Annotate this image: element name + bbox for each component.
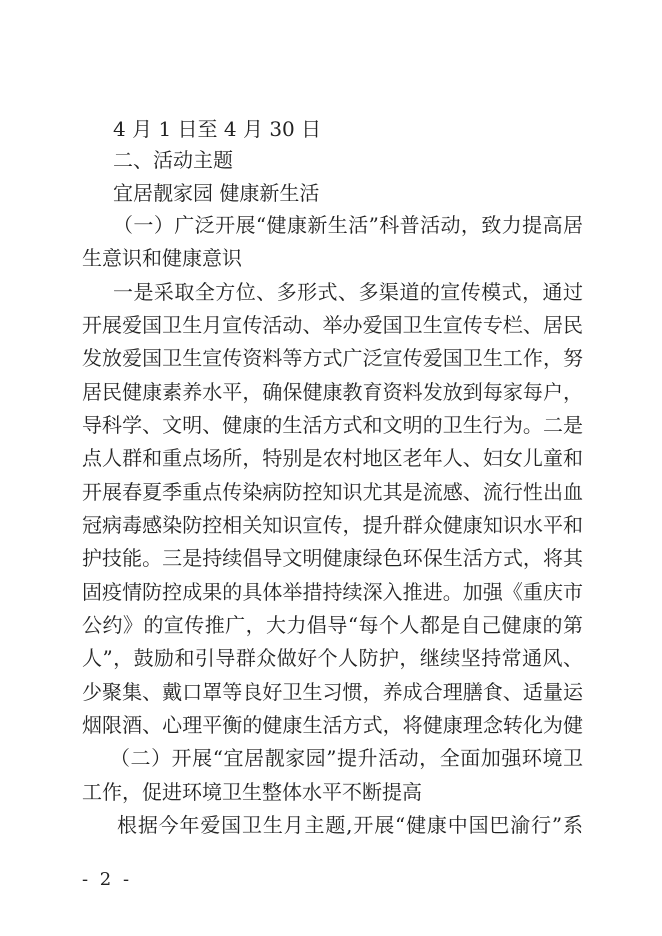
paragraph-line: 根据今年爱国卫生月主题,开展“健康中国巴渝行”系	[117, 813, 583, 837]
theme-slogan: 宜居靓家园 健康新生活	[113, 181, 320, 205]
subheading-two-cont: 工作，促进环境卫生整体水平不断提高	[82, 780, 422, 804]
subheading-two: （二）开展“宜居靓家园”提升活动，全面加强环境卫	[110, 746, 583, 770]
paragraph-line: 烟限酒、心理平衡的健康生活方式，将健康理念转化为健	[82, 713, 583, 737]
page-number: - 2 -	[82, 869, 133, 890]
paragraph-line: 居民健康素养水平，确保健康教育资料发放到每家每户，	[82, 380, 583, 404]
paragraph-line: 一是采取全方位、多形式、多渠道的宣传模式，通过	[113, 280, 583, 304]
paragraph-line: 发放爱国卫生宣传资料等方式广泛宣传爱国卫生工作，努	[82, 346, 583, 370]
paragraph-line: 导科学、文明、健康的生活方式和文明的卫生行为。二是	[82, 413, 583, 437]
paragraph-line: 固疫情防控成果的具体举措持续深入推进。加强《重庆市	[82, 580, 583, 604]
subheading-one: （一）广泛开展“健康新生活”科普活动，致力提高居	[113, 213, 583, 237]
heading-activity-theme: 二、活动主题	[113, 148, 233, 172]
paragraph-line: 冠病毒感染防控相关知识宣传，提升群众健康知识水平和	[82, 513, 583, 537]
paragraph-line: 少聚集、戴口罩等良好卫生习惯，养成合理膳食、适量运	[82, 680, 583, 704]
subheading-one-cont: 生意识和健康意识	[82, 246, 242, 270]
paragraph-line: 公约》的宣传推广，大力倡导“每个人都是自己健康的第	[82, 613, 583, 637]
paragraph-line: 护技能。三是持续倡导文明健康绿色环保生活方式，将其	[82, 546, 583, 570]
paragraph-line: 开展春夏季重点传染病防控知识尤其是流感、流行性出血	[82, 480, 583, 504]
text-line-date-range: 4 月 1 日至 4 月 30 日	[113, 117, 322, 141]
paragraph-line: 人”，鼓励和引导群众做好个人防护，继续坚持常通风、	[82, 646, 583, 670]
paragraph-line: 开展爱国卫生月宣传活动、举办爱国卫生宣传专栏、居民	[82, 313, 583, 337]
paragraph-line: 点人群和重点场所，特别是农村地区老年人、妇女儿童和	[82, 446, 583, 470]
